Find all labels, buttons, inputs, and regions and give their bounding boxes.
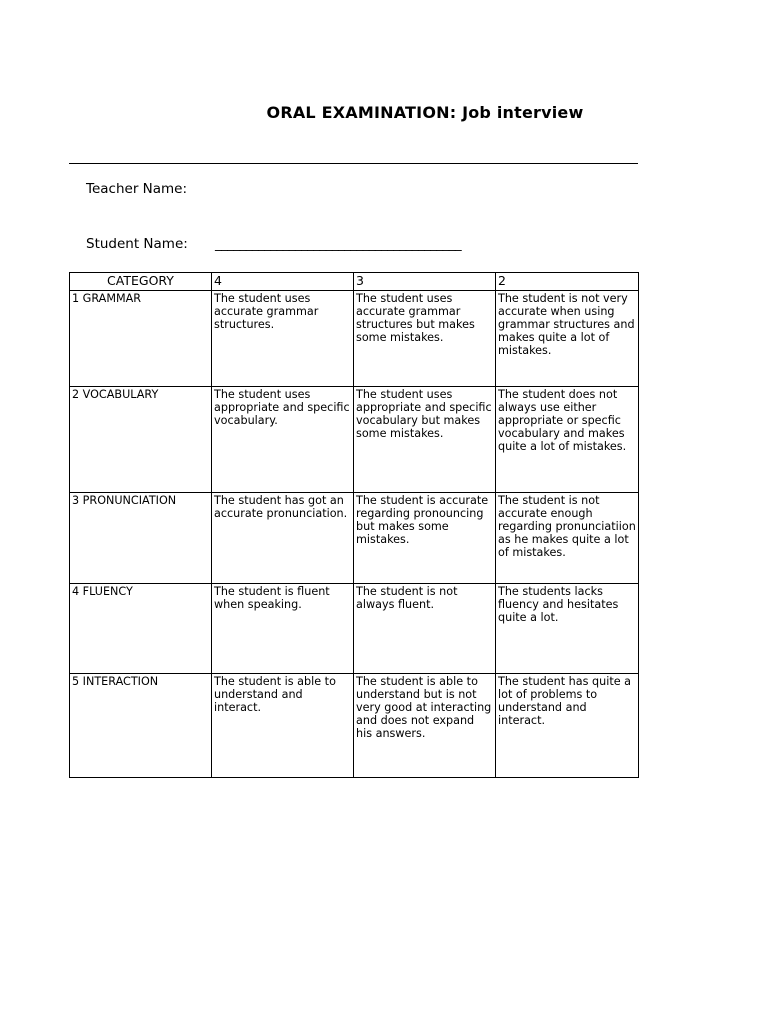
header-score-3: 3 (354, 273, 496, 291)
header-category: CATEGORY (70, 273, 212, 291)
table-cell: The student uses appropriate and specific vocabulary. (212, 387, 354, 493)
table-cell: The student uses appropriate and specific vocabulary but makes some mistakes. (354, 387, 496, 493)
header-divider (69, 163, 638, 164)
table-row (70, 291, 639, 387)
row-category: 2 VOCABULARY (70, 387, 212, 493)
table-row (70, 493, 639, 584)
table-cell: The student uses accurate grammar structures but makes some mistakes. (354, 291, 496, 387)
header-score-2: 2 (496, 273, 639, 291)
document-title: ORAL EXAMINATION: Job interview (266, 103, 584, 122)
row-category: 4 FLUENCY (70, 584, 212, 674)
table-row (70, 674, 639, 778)
table-cell: The student is accurate regarding pronouncing but makes some mistakes. (354, 493, 496, 584)
table-cell: The student is able to understand but is not very good at interacting and does not expand his answers. (354, 674, 496, 778)
table-cell: The students lacks fluency and hesitates quite a lot. (496, 584, 639, 674)
table-header-row (70, 273, 639, 291)
row-category: 3 PRONUNCIATION (70, 493, 212, 584)
table-cell: The student is not accurate enough regarding pronunciatiion as he makes quite a lot of mistakes. (496, 493, 639, 584)
row-category: 5 INTERACTION (70, 674, 212, 778)
table-cell: The student is not always fluent. (354, 584, 496, 674)
rubric-table (69, 272, 639, 778)
table-cell: The student does not always use either appropriate or specfic vocabulary and makes quite a lot of mistakes. (496, 387, 639, 493)
student-name-label: Student Name: (86, 236, 188, 252)
header-score-4: 4 (212, 273, 354, 291)
table-row (70, 584, 639, 674)
table-cell: The student is not very accurate when using grammar structures and makes quite a lot of mistakes. (496, 291, 639, 387)
student-name-blank: ________________________________________ (215, 236, 462, 252)
table-row (70, 387, 639, 493)
table-cell: The student has quite a lot of problems to understand and interact. (496, 674, 639, 778)
table-cell: The student is fluent when speaking. (212, 584, 354, 674)
table-cell: The student uses accurate grammar structures. (212, 291, 354, 387)
teacher-name-label: Teacher Name: (86, 181, 188, 197)
table-cell: The student has got an accurate pronunciation. (212, 493, 354, 584)
row-category: 1 GRAMMAR (70, 291, 212, 387)
table-cell: The student is able to understand and interact. (212, 674, 354, 778)
